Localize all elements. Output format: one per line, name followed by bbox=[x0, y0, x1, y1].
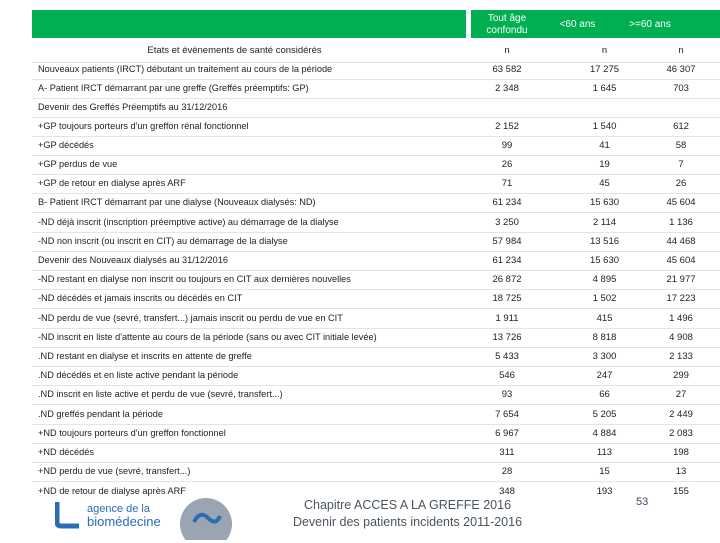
cell-all: 2 348 bbox=[495, 83, 519, 94]
footer-title-line2: Devenir des patients incidents 2011-2016 bbox=[292, 515, 523, 529]
row-label: +GP toujours porteurs d'un greffon rénal fonctionnel bbox=[38, 121, 249, 131]
table-row bbox=[32, 270, 720, 290]
cell-under-60: 15 630 bbox=[589, 197, 620, 208]
table-row bbox=[32, 405, 720, 425]
row-label: .ND greffés pendant la période bbox=[38, 409, 163, 419]
cell-60-plus: 2 083 bbox=[669, 428, 693, 439]
table-row bbox=[32, 98, 720, 118]
cell-60-plus: 45 604 bbox=[666, 255, 696, 266]
cell-under-60: 4 895 bbox=[592, 274, 617, 285]
row-label: .ND décédés et en liste active pendant la période bbox=[38, 370, 239, 380]
cell-60-plus: 26 bbox=[675, 178, 687, 189]
cell-all: 3 250 bbox=[495, 217, 519, 228]
cell-60-plus bbox=[647, 98, 715, 117]
cell-under-60: 8 818 bbox=[592, 332, 617, 343]
cell-all: 348 bbox=[499, 486, 515, 497]
logo-line2: biomédecine bbox=[87, 514, 161, 529]
table-row bbox=[32, 289, 720, 309]
table-row bbox=[32, 79, 720, 99]
table-row bbox=[32, 232, 720, 252]
logo-line1: agence de la bbox=[87, 503, 150, 515]
cell-under-60: 193 bbox=[596, 486, 613, 497]
cell-all: 26 bbox=[501, 159, 513, 170]
logo-mark-icon bbox=[55, 488, 175, 538]
cell-all: 546 bbox=[499, 370, 515, 381]
cell-all: 61 234 bbox=[492, 255, 522, 266]
cell-60-plus: 299 bbox=[673, 370, 689, 381]
table-row bbox=[32, 117, 720, 137]
cell-all: 61 234 bbox=[492, 197, 522, 208]
row-label: -ND perdu de vue (sevré, transfert...) jamais inscrit ou perdu de vue en CIT bbox=[38, 313, 343, 323]
cell-all: 7 654 bbox=[495, 409, 519, 420]
cell-60-plus: 21 977 bbox=[666, 274, 696, 285]
col-header-all-ages: Tout âge confondu bbox=[486, 13, 528, 36]
header-bar-left bbox=[32, 10, 466, 38]
cell-under-60: 66 bbox=[599, 389, 610, 400]
cell-all: 5 433 bbox=[495, 351, 519, 362]
cell-60-plus: 155 bbox=[673, 486, 689, 497]
cell-under-60 bbox=[572, 98, 637, 117]
row-label: +ND de retour de dialyse après ARF bbox=[38, 486, 186, 496]
cell-under-60: 2 114 bbox=[592, 217, 617, 228]
page-number: 53 bbox=[636, 496, 649, 508]
cell-under-60: 15 bbox=[599, 466, 610, 477]
row-label: -ND non inscrit (ou inscrit en CIT) au démarrage de la dialyse bbox=[38, 236, 288, 246]
row-label: .ND restant en dialyse et inscrits en attente de greffe bbox=[38, 351, 252, 361]
cell-under-60: 19 bbox=[599, 159, 610, 170]
cell-60-plus: 1 136 bbox=[669, 217, 693, 228]
cell-60-plus: 13 bbox=[675, 466, 687, 477]
cell-all: 28 bbox=[501, 466, 513, 477]
row-label: +GP de retour en dialyse après ARF bbox=[38, 178, 186, 188]
row-label: +ND décédés bbox=[38, 447, 94, 457]
cell-under-60: 13 516 bbox=[589, 236, 620, 247]
cell-all: 63 582 bbox=[492, 64, 522, 75]
cell-all: 18 725 bbox=[492, 293, 522, 304]
table-row bbox=[32, 385, 720, 405]
cell-all: 13 726 bbox=[492, 332, 522, 343]
cell-60-plus: 703 bbox=[673, 83, 689, 94]
subheader-n-all: n bbox=[504, 45, 510, 56]
cell-under-60: 17 275 bbox=[589, 64, 620, 75]
row-label: Devenir des Greffés Préemptifs au 31/12/2016 bbox=[38, 102, 228, 112]
footer-title-line1: Chapitre ACCES A LA GREFFE 2016 bbox=[303, 498, 512, 512]
cell-60-plus: 27 bbox=[675, 389, 687, 400]
cell-under-60: 1 645 bbox=[592, 83, 617, 94]
subheader-n-under-60: n bbox=[601, 45, 608, 56]
row-label: A- Patient IRCT démarrant par une greffe (Greffés préemptifs: GP) bbox=[38, 83, 309, 93]
table-row bbox=[32, 251, 720, 271]
cell-all: 93 bbox=[501, 389, 513, 400]
table-row bbox=[32, 60, 720, 80]
cell-60-plus: 4 908 bbox=[669, 332, 693, 343]
table-row bbox=[32, 213, 720, 233]
table-row bbox=[32, 366, 720, 386]
table-row bbox=[32, 347, 720, 367]
cell-60-plus: 198 bbox=[673, 447, 689, 458]
table-row bbox=[32, 424, 720, 444]
cell-under-60: 3 300 bbox=[592, 351, 617, 362]
cell-60-plus: 7 bbox=[678, 159, 684, 170]
row-label: B- Patient IRCT démarrant par une dialyse (Nouveaux dialysés: ND) bbox=[38, 197, 316, 207]
cell-under-60: 415 bbox=[596, 313, 613, 324]
cell-under-60: 45 bbox=[599, 178, 610, 189]
cell-under-60: 15 630 bbox=[589, 255, 620, 266]
cell-all: 311 bbox=[499, 447, 515, 458]
table-subheader-title: Etats et évènements de santé considérés bbox=[147, 45, 322, 56]
cell-under-60: 4 884 bbox=[592, 428, 617, 439]
cell-all: 1 911 bbox=[495, 313, 519, 324]
row-label: -ND déjà inscrit (inscription préemptive active) au démarrage de la dialyse bbox=[38, 217, 339, 227]
table-row bbox=[32, 443, 720, 463]
cell-60-plus: 1 496 bbox=[669, 313, 693, 324]
row-label: Nouveaux patients (IRCT) débutant un traitement au cours de la période bbox=[38, 64, 333, 74]
cell-60-plus: 2 133 bbox=[669, 351, 693, 362]
cell-under-60: 1 502 bbox=[592, 293, 617, 304]
cell-all: 57 984 bbox=[492, 236, 522, 247]
row-label: Devenir des Nouveaux dialysés au 31/12/2016 bbox=[38, 255, 228, 265]
cell-60-plus: 45 604 bbox=[666, 197, 696, 208]
table-row bbox=[32, 328, 720, 348]
cell-under-60: 41 bbox=[599, 140, 610, 151]
footer-title bbox=[265, 497, 550, 531]
cell-all: 2 152 bbox=[495, 121, 519, 132]
table-row bbox=[32, 309, 720, 329]
cell-all: 99 bbox=[501, 140, 513, 151]
cell-under-60: 5 205 bbox=[592, 409, 617, 420]
row-label: .ND inscrit en liste active et perdu de vue (sevré, transfert...) bbox=[38, 389, 283, 399]
table-row bbox=[32, 136, 720, 156]
row-label: -ND inscrit en liste d'attente au cours de la période (sans ou avec CIT initiale levée) bbox=[38, 332, 377, 342]
table-row bbox=[32, 174, 720, 194]
col-header-under-60: <60 ans bbox=[559, 19, 596, 30]
cell-all bbox=[472, 98, 542, 117]
col-header-60-plus: >=60 ans bbox=[629, 19, 671, 30]
table-row bbox=[32, 193, 720, 213]
table-row bbox=[32, 462, 720, 482]
cell-60-plus: 2 449 bbox=[669, 409, 693, 420]
row-label: +ND perdu de vue (sevré, transfert...) bbox=[38, 466, 191, 476]
cell-60-plus: 612 bbox=[673, 121, 689, 132]
cell-under-60: 1 540 bbox=[592, 121, 617, 132]
cell-60-plus: 44 468 bbox=[666, 236, 696, 247]
row-label: +ND toujours porteurs d'un greffon fonctionnel bbox=[38, 428, 226, 438]
row-label: +GP décédés bbox=[38, 140, 94, 150]
agence-biomedecine-logo bbox=[55, 488, 175, 538]
row-label: -ND décédés et jamais inscrits ou décédés en CIT bbox=[38, 293, 243, 303]
row-label: -ND restant en dialyse non inscrit ou toujours en CIT aux dernières nouvelles bbox=[38, 274, 351, 284]
emblem-icon bbox=[176, 490, 236, 540]
row-label: +GP perdus de vue bbox=[38, 159, 118, 169]
cell-all: 71 bbox=[501, 178, 513, 189]
cell-under-60: 247 bbox=[596, 370, 613, 381]
subheader-n-60-plus: n bbox=[678, 45, 684, 56]
cell-60-plus: 58 bbox=[675, 140, 687, 151]
cell-under-60: 113 bbox=[596, 447, 613, 458]
cell-60-plus: 46 307 bbox=[666, 64, 696, 75]
cell-all: 6 967 bbox=[495, 428, 519, 439]
cell-all: 26 872 bbox=[492, 274, 522, 285]
table-row bbox=[32, 155, 720, 175]
cell-60-plus: 17 223 bbox=[666, 293, 696, 304]
